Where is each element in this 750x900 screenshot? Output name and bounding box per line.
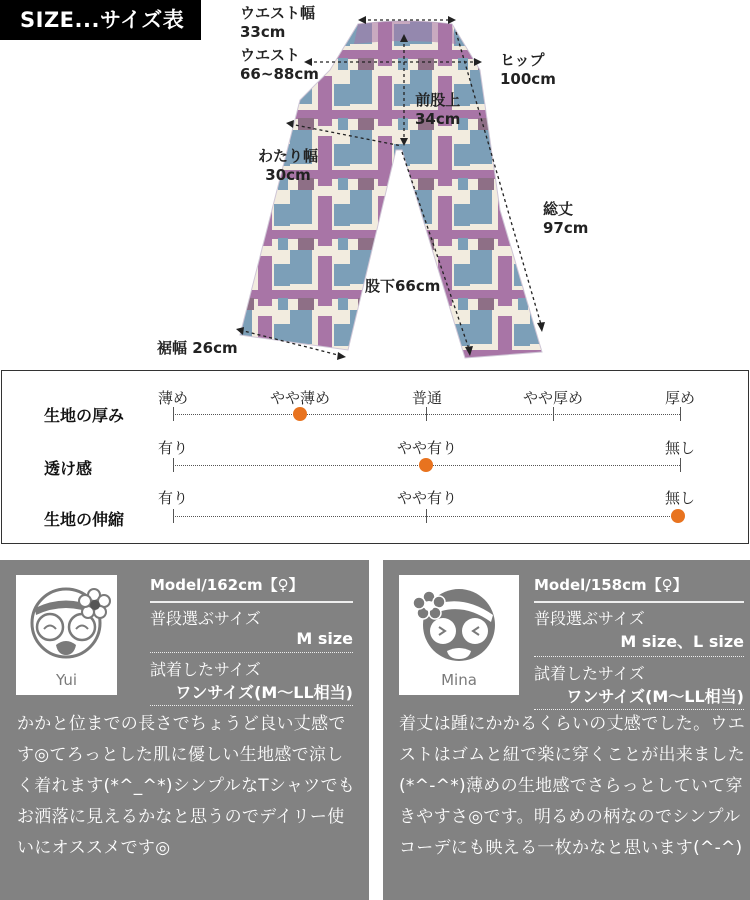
- front-rise-measurement: [415, 91, 460, 129]
- waist-width-value: 33cm: [240, 23, 286, 41]
- waist-label: ウエスト: [240, 46, 301, 64]
- model-comment: 着丈は踵にかかるくらいの丈感でした。ウエストはゴムと紐で楽に穿くことが出来ました(*^-^*)薄めの生地感でさらっとしていて穿きやすさ◎です。明るめの柄なのでシンプルコーデにも映える一枚かなと思います(^-^): [399, 714, 745, 858]
- tick: [680, 407, 681, 421]
- hip-measurement: [500, 51, 556, 89]
- thickness-tick-label: 薄め: [157, 389, 189, 407]
- tried-size-label: 試着したサイズ: [534, 664, 645, 683]
- tick: [173, 458, 174, 472]
- tick: [553, 407, 554, 421]
- divider: [534, 656, 744, 657]
- stretch-tick-label: やや有り: [396, 489, 458, 507]
- stretch-tick-label: 無し: [664, 489, 696, 507]
- model-comment: かかと位までの長さでちょうど良い丈感です◎てろっとした肌に優しい生地感で涼しく着れます(*^_^*)シンプルなTシャツでもお洒落に見えるかなと思うのでデイリー使いにオススメです◎: [17, 714, 356, 858]
- inseam-measurement: 股下66cm: [365, 277, 441, 295]
- usual-size-value: M size: [296, 629, 353, 648]
- thigh-width-value: 30cm: [265, 166, 311, 184]
- transparency-tick-label: 無し: [664, 439, 696, 457]
- thigh-width-label: わたり幅: [258, 147, 319, 165]
- tick: [426, 509, 427, 523]
- tick: [173, 407, 174, 421]
- divider: [534, 601, 744, 603]
- divider: [150, 705, 353, 706]
- thickness-tick-label: 普通: [411, 389, 443, 407]
- stretch-marker: [671, 509, 685, 523]
- thickness-tick-label: やや薄め: [269, 389, 331, 407]
- total-length-measurement: [543, 200, 588, 238]
- total-length-label: 総丈: [543, 200, 574, 218]
- model-info: [534, 574, 744, 710]
- waist-width-measurement: [240, 4, 315, 42]
- tick: [426, 407, 427, 421]
- tick: [173, 509, 174, 523]
- model-heading: Model/162cm【♀】: [150, 576, 304, 594]
- thigh-width-measurement: [258, 147, 318, 185]
- stretch-label: 生地の伸縮: [44, 510, 125, 529]
- transparency-tick-label: 有り: [157, 439, 189, 457]
- avatar-yui: [16, 575, 117, 695]
- front-rise-label: 前股上: [415, 91, 461, 109]
- model-name: Mina: [441, 671, 477, 689]
- usual-size-label: 普段選ぶサイズ: [150, 609, 261, 628]
- model-panel-mina: [383, 560, 750, 900]
- model-info: [150, 574, 353, 706]
- divider: [150, 601, 353, 603]
- usual-size-value: M size、L size: [620, 632, 744, 651]
- tried-size-value: ワンサイズ(M〜LL相当): [175, 683, 353, 702]
- model-name: Yui: [55, 671, 78, 689]
- waist-value: 66~88cm: [240, 65, 319, 83]
- transparency-label: 透け感: [44, 459, 93, 478]
- transparency-tick-label: やや有り: [396, 439, 458, 457]
- smiling-face-icon: [16, 575, 117, 670]
- hip-label: ヒップ: [500, 51, 545, 69]
- tried-size-label: 試着したサイズ: [150, 660, 261, 679]
- size-chart-title: SIZE...サイズ表: [0, 0, 201, 40]
- front-rise-value: 34cm: [415, 110, 461, 128]
- thickness-tick-label: 厚め: [664, 389, 696, 407]
- divider: [150, 652, 353, 653]
- thickness-label: 生地の厚み: [44, 406, 125, 425]
- transparency-marker: [419, 458, 433, 472]
- thickness-marker: [293, 407, 307, 421]
- waist-width-label: ウエスト幅: [240, 4, 316, 22]
- avatar-mina: [399, 575, 519, 695]
- usual-size-label: 普段選ぶサイズ: [534, 609, 645, 628]
- winking-face-icon: [399, 575, 519, 670]
- stretch-tick-label: 有り: [157, 489, 189, 507]
- thickness-tick-label: やや厚め: [522, 389, 584, 407]
- tried-size-value: ワンサイズ(M〜LL相当): [566, 687, 744, 706]
- hip-value: 100cm: [500, 70, 556, 88]
- waist-measurement: [240, 46, 319, 84]
- tick: [680, 458, 681, 472]
- model-panel-yui: [0, 560, 369, 900]
- hem-width-measurement: 裾幅 26cm: [157, 339, 238, 357]
- model-heading: Model/158cm【♀】: [534, 576, 688, 594]
- total-length-value: 97cm: [543, 219, 589, 237]
